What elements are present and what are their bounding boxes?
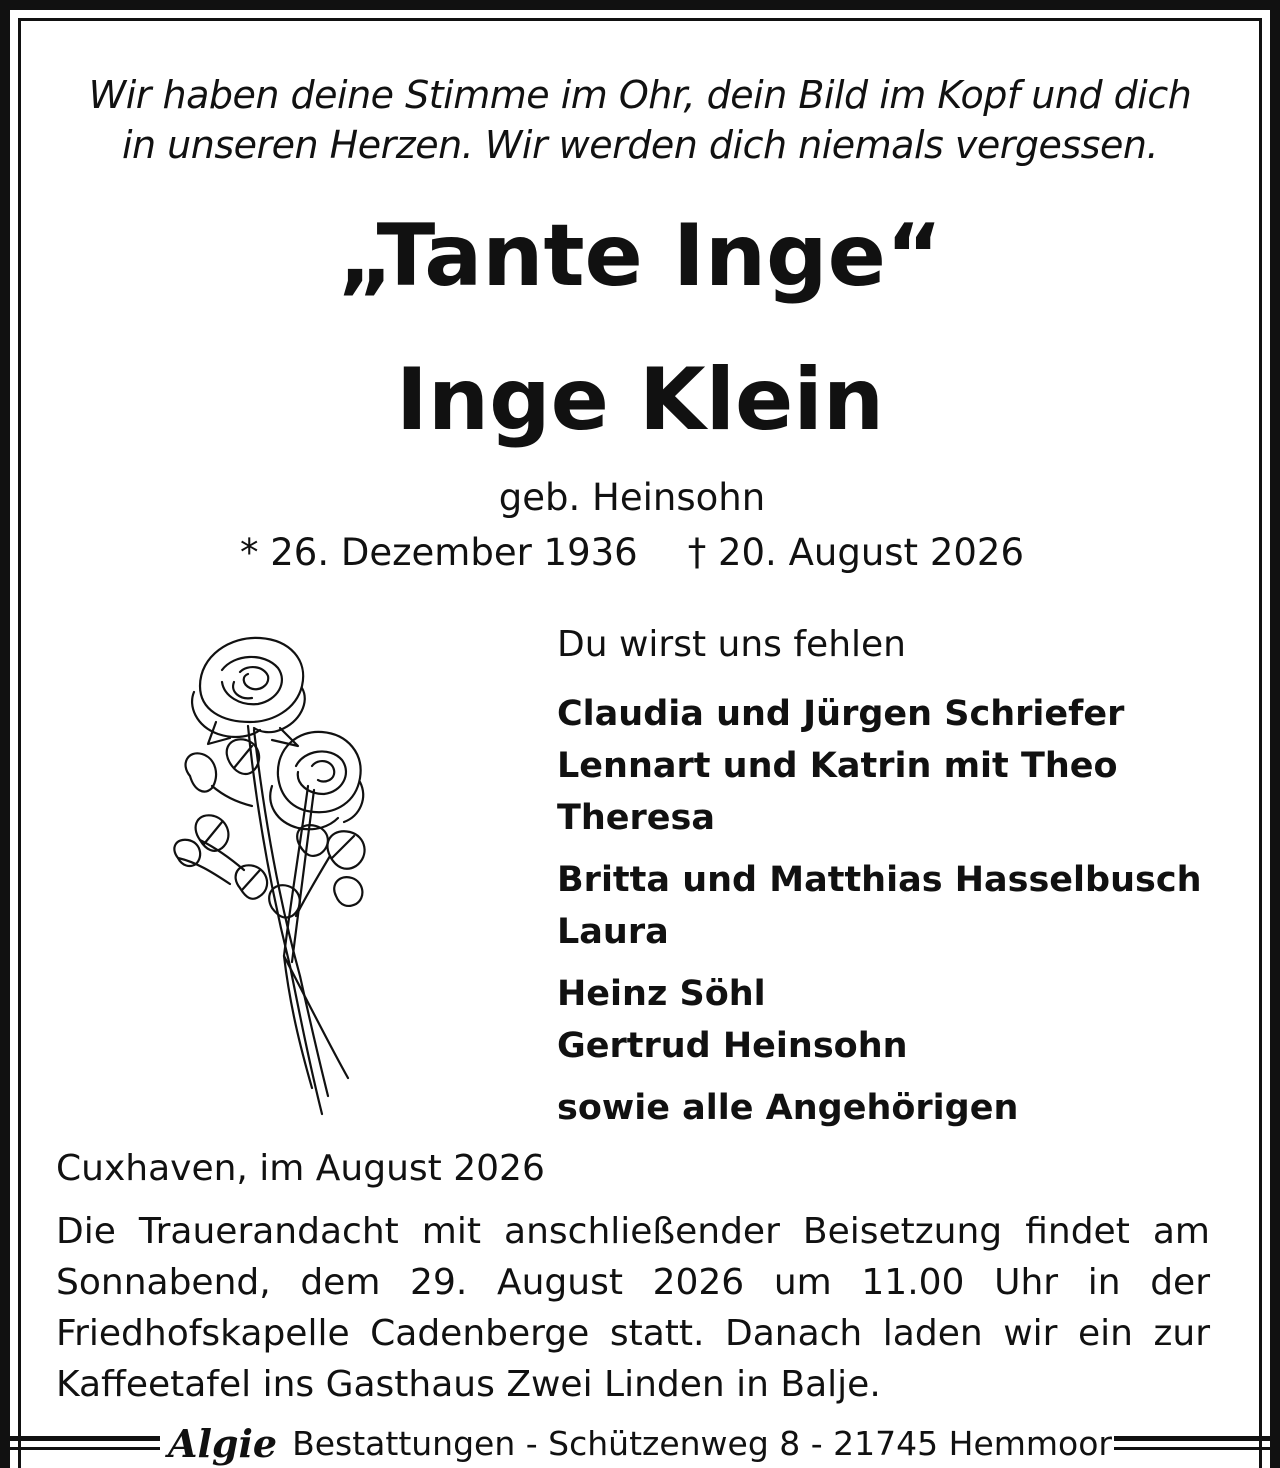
deceased-name: Inge Klein xyxy=(395,350,885,450)
footer-rule-right xyxy=(1114,1436,1280,1450)
mourner-line: sowie alle Angehörigen xyxy=(557,1088,1019,1128)
footer-imprint xyxy=(168,1420,1112,1468)
mourner-line: Britta und Matthias Hasselbusch xyxy=(557,860,1202,900)
funeral-home-address: Bestattungen - Schützenweg 8 - 21745 Hemmoor xyxy=(292,1424,1112,1463)
mourner-line: Heinz Söhl xyxy=(557,974,766,1014)
death-date: † 20. August 2026 xyxy=(687,531,1024,574)
mourner-line: Lennart und Katrin mit Theo xyxy=(557,746,1118,786)
life-dates xyxy=(0,530,1264,576)
birth-date: * 26. Dezember 1936 xyxy=(239,531,638,574)
funeral-home-logo: Algie xyxy=(168,1421,278,1466)
mourner-group xyxy=(557,688,1247,844)
service-notice: Die Trauerandacht mit anschließender Beisetzung findet am Sonnabend, dem 29. August 2026 um 11.00 Uhr in der Friedhofskapelle Cadenberge statt. Danach laden wir ein zur Kaffeetafel ins Gasthaus Zwei Linden in Balje. xyxy=(56,1211,1210,1405)
mourner-line: Claudia und Jürgen Schriefer xyxy=(557,694,1125,734)
mourner-group xyxy=(557,854,1247,958)
footer-rule-left xyxy=(0,1436,160,1450)
mourner-line: Theresa xyxy=(557,798,715,838)
quote-line-1: Wir haben deine Stimme im Ohr, dein Bild im Kopf und dich xyxy=(88,73,1192,117)
mourners-intro: Du wirst uns fehlen xyxy=(557,624,906,665)
quote-line-2: in unseren Herzen. Wir werden dich niemals vergessen. xyxy=(121,123,1159,167)
memorial-quote xyxy=(60,70,1220,170)
rose-drawing-icon xyxy=(160,626,390,1126)
deceased-nickname: „Tante Inge“ xyxy=(337,206,943,306)
mourner-line: Gertrud Heinsohn xyxy=(557,1026,908,1066)
mourner-group xyxy=(557,1082,1247,1134)
mourner-group xyxy=(557,968,1247,1072)
mourner-line: Laura xyxy=(557,912,669,952)
maiden-name: geb. Heinsohn xyxy=(498,476,766,519)
mourners-block xyxy=(557,620,1247,1144)
place-date: Cuxhaven, im August 2026 xyxy=(56,1148,545,1189)
